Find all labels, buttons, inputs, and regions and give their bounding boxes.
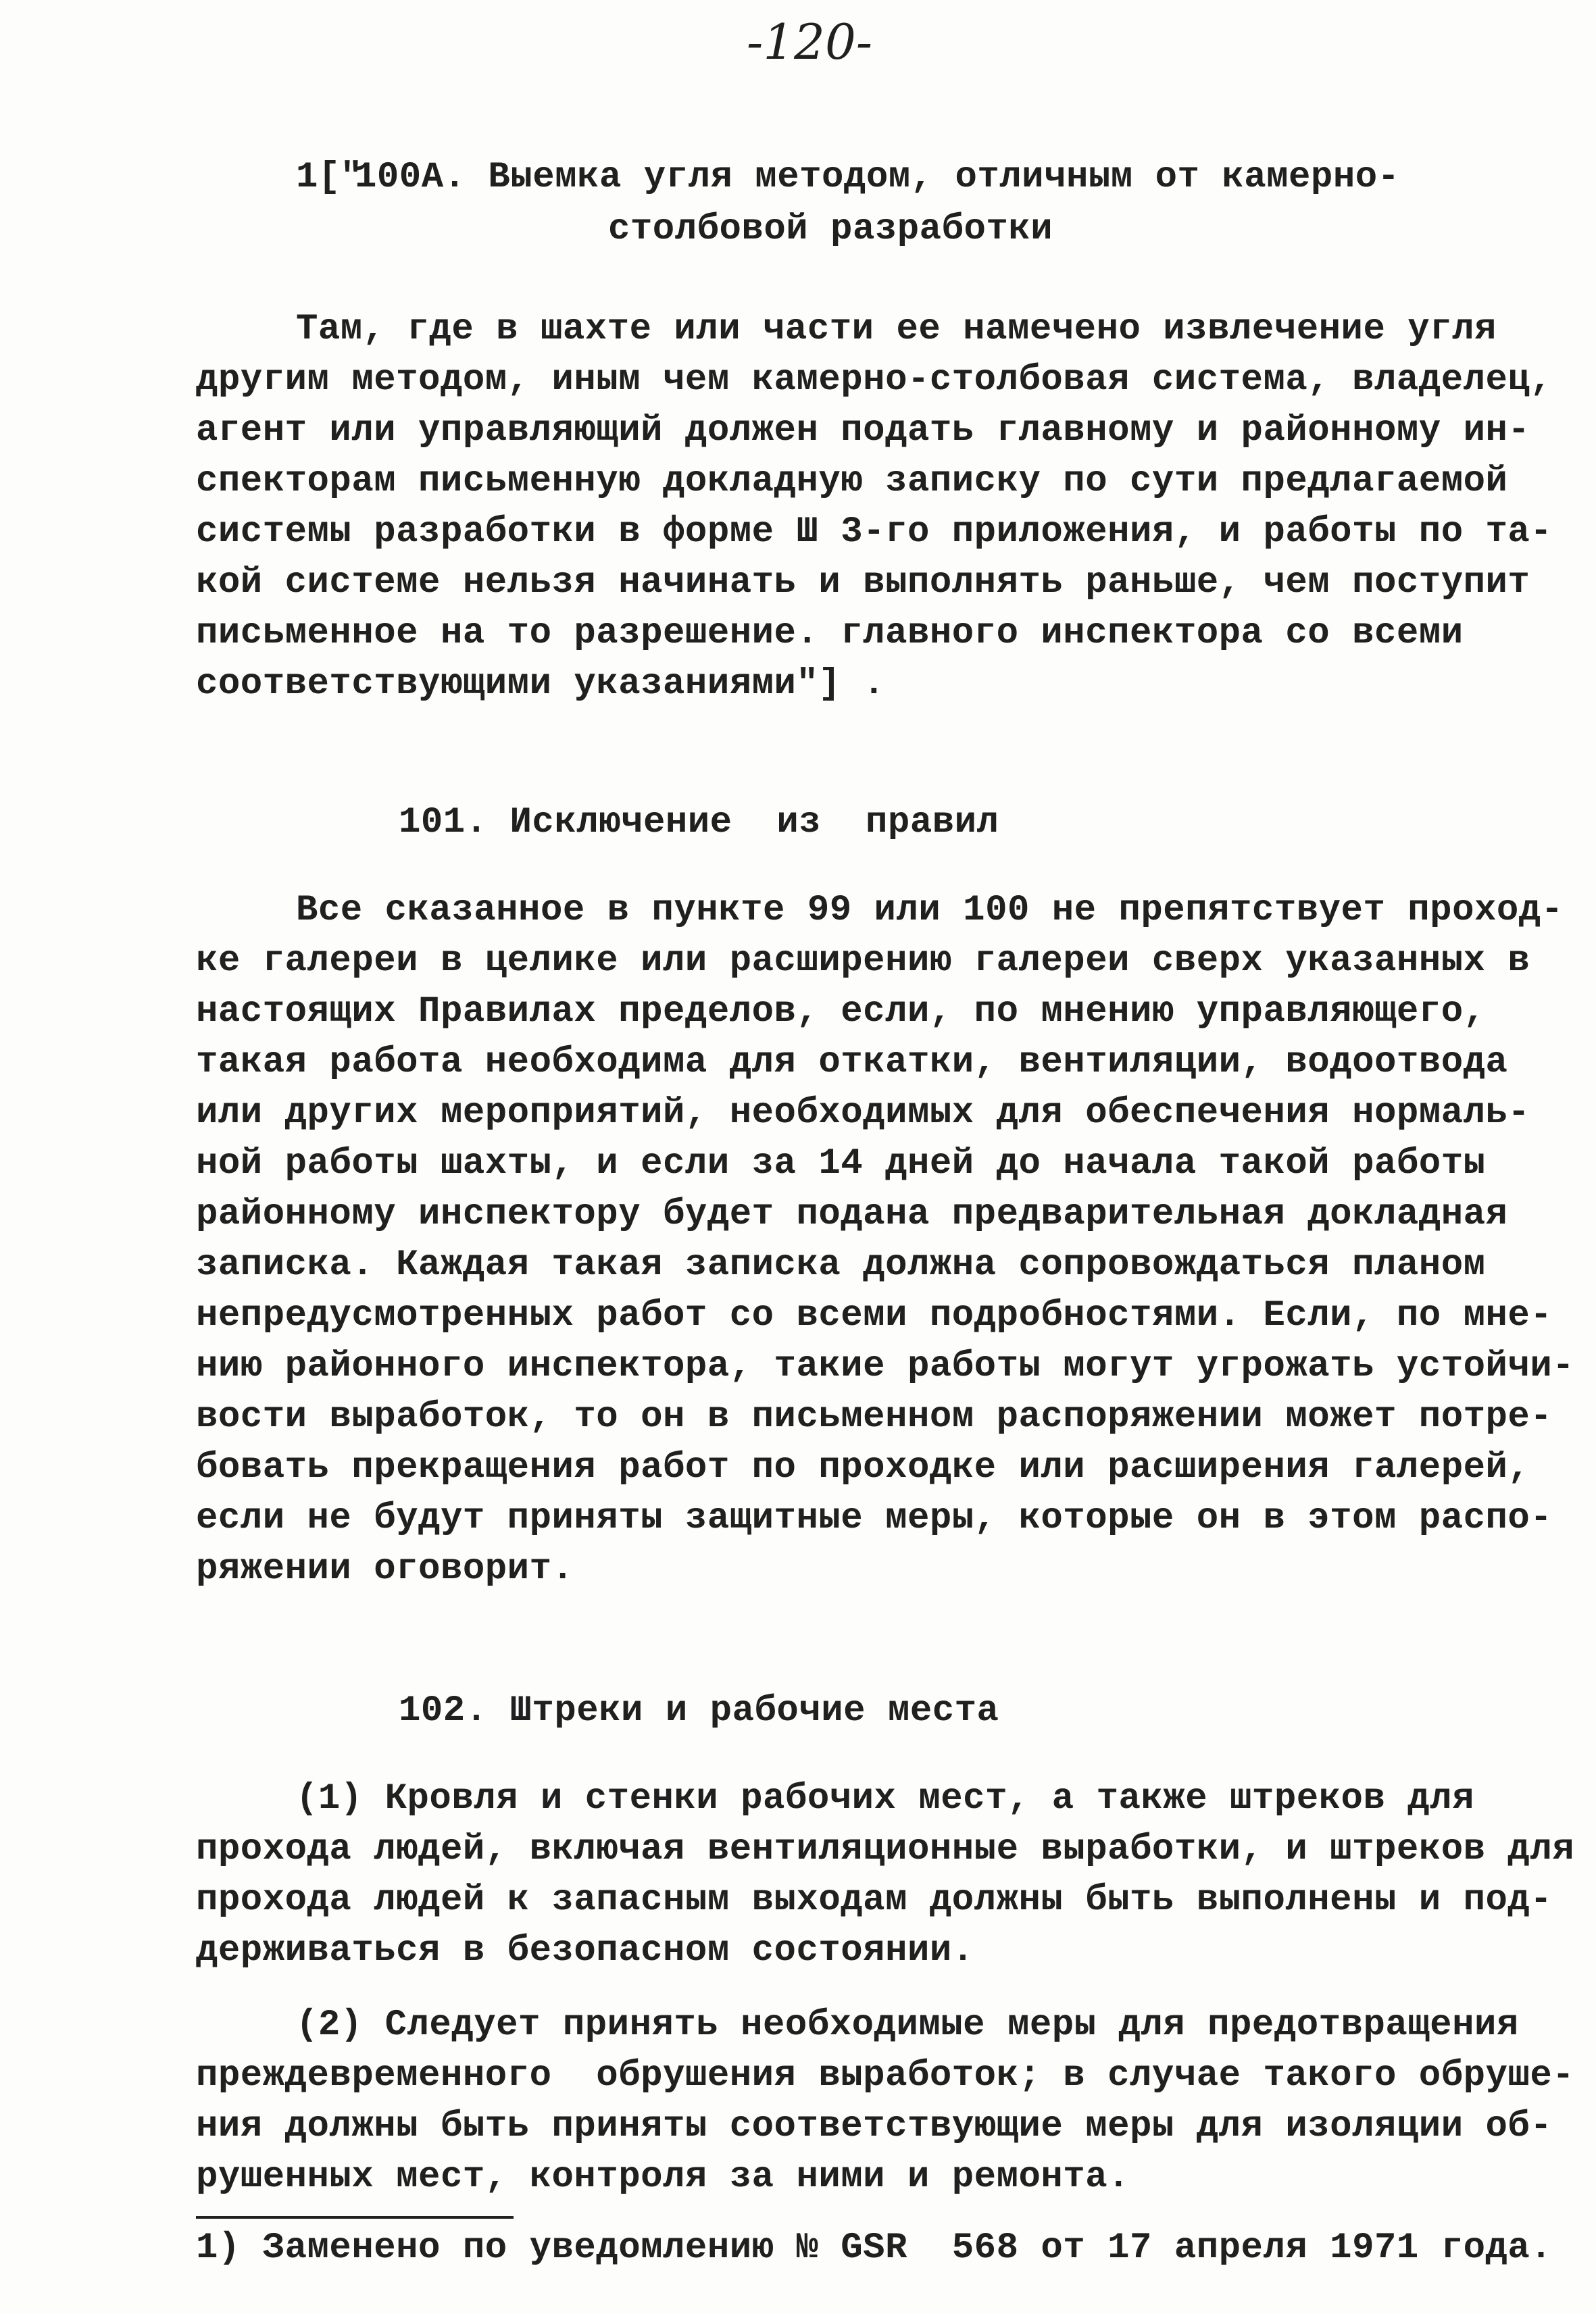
paragraph-line: ряжении оговорит.	[196, 1549, 574, 1590]
paragraph-line: если не будут приняты защитные меры, которые он в этом распо-	[196, 1498, 1553, 1539]
section-100a-title-line1: 100А. Выемка угля методом, отличным от камерно-	[355, 157, 1400, 198]
paragraph-line: прохода людей, включая вентиляционные выработки, и штреков для	[196, 1829, 1575, 1870]
paragraph-line: такая работа необходима для откатки, вентиляции, водоотвода	[196, 1042, 1508, 1083]
footnote-divider	[196, 2216, 514, 2219]
paragraph-line: прохода людей к запасным выходам должны быть выполнены и под-	[196, 1880, 1553, 1921]
paragraph-line: Все сказанное в пункте 99 или 100 не препятствует проход-	[296, 890, 1564, 931]
paragraph-line: преждевременного обрушения выработок; в случае такого обруше-	[196, 2055, 1575, 2096]
paragraph-line: ке галереи в целике или расширению галереи сверх указанных в	[196, 940, 1530, 982]
paragraph-line: нию районного инспектора, такие работы могут угрожать устойчи-	[196, 1346, 1575, 1387]
footnote-text: 1) Заменено по уведомлению № GSR 568 от 17 апреля 1971 года.	[196, 2228, 1553, 2269]
paragraph-line: соответствующими указаниями"] .	[196, 663, 886, 705]
paragraph-line: непредусмотренных работ со всеми подробностями. Если, по мне-	[196, 1295, 1553, 1336]
paragraph-line: спекторам письменную докладную записку по сути предлагаемой	[196, 461, 1508, 502]
paragraph-line: кой системе нельзя начинать и выполнять раньше, чем поступит	[196, 562, 1530, 603]
paragraph-line: (1) Кровля и стенки рабочих мест, а также штреков для	[296, 1778, 1474, 1819]
section-100a-title-line2: столбовой разработки	[608, 209, 1053, 250]
paragraph-line: вости выработок, то он в письменном распоряжении может потре-	[196, 1397, 1553, 1438]
paragraph-line: (2) Следует принять необходимые меры для предотвращения	[296, 2005, 1519, 2046]
paragraph-line: другим методом, иным чем камерно-столбовая система, владелец,	[196, 359, 1553, 401]
paragraph-line: Там, где в шахте или части ее намечено извлечение угля	[296, 309, 1497, 350]
section-101-title: 101. Исключение из правил	[399, 802, 999, 843]
page-number: -120-	[747, 14, 873, 70]
paragraph-line: письменное на то разрешение. главного инспектора со всеми	[196, 613, 1464, 654]
paragraph-line: или других мероприятий, необходимых для обеспечения нормаль-	[196, 1092, 1530, 1134]
paragraph-line: настоящих Правилах пределов, если, по мнению управляющего,	[196, 991, 1486, 1032]
section-102-title: 102. Штреки и рабочие места	[399, 1690, 999, 1732]
paragraph-line: районному инспектору будет подана предварительная докладная	[196, 1194, 1508, 1235]
paragraph-line: записка. Каждая такая записка должна сопровождаться планом	[196, 1244, 1486, 1286]
paragraph-line: ния должны быть приняты соответствующие меры для изоляции об-	[196, 2106, 1553, 2147]
footnote-marker-prefix: 1["	[296, 157, 363, 198]
paragraph-line: ной работы шахты, и если за 14 дней до начала такой работы	[196, 1143, 1486, 1184]
paragraph-line: агент или управляющий должен подать главному и районному ин-	[196, 410, 1530, 451]
paragraph-line: рушенных мест, контроля за ними и ремонта.	[196, 2157, 1130, 2198]
paragraph-line: системы разработки в форме Ш 3-го приложения, и работы по та-	[196, 511, 1553, 553]
paragraph-line: держиваться в безопасном состоянии.	[196, 1930, 974, 1971]
paragraph-line: бовать прекращения работ по проходке или расширения галерей,	[196, 1447, 1530, 1488]
